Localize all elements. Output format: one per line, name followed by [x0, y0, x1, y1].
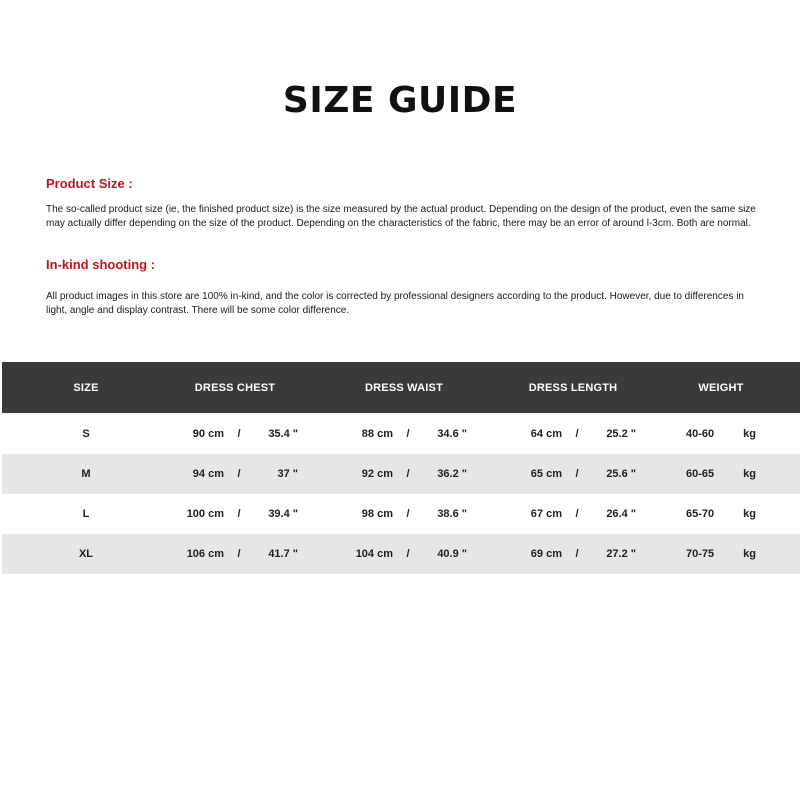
waist-inch: 36.2 " — [437, 468, 467, 480]
chest-inch: 39.4 " — [268, 508, 298, 520]
product-size-heading: Product Size : — [46, 176, 133, 191]
waist-cm: 92 cm — [361, 468, 393, 480]
table-header — [2, 362, 800, 413]
in-kind-shooting-text: All product images in this store are 100% in-kind, and the color is corrected by professional designers according to the product. However, due to differences in light, angle and display contrast. There will be some color difference. — [46, 291, 744, 316]
unit-separator: / — [406, 468, 410, 480]
length-cell — [493, 534, 653, 574]
size-table — [2, 362, 800, 574]
unit-separator: / — [237, 427, 241, 440]
waist-cm: 88 cm — [361, 427, 393, 440]
length-inch: 27.2 " — [606, 548, 636, 560]
size-cell: M — [81, 468, 91, 480]
weight-unit: kg — [743, 427, 756, 440]
header-dress-chest: DRESS CHEST — [194, 381, 276, 394]
length-cm: 64 cm — [530, 427, 562, 440]
unit-separator: / — [237, 508, 241, 520]
header-dress-length: DRESS LENGTH — [528, 381, 618, 394]
page-title: SIZE GUIDE — [282, 80, 518, 121]
table-body — [2, 413, 800, 574]
product-size-text: The so-called product size (ie, the finished product size) is the size measured by the actual product. Depending on the design of the product, even the same size may actually differ depending on the size of the product. Depending on the characteristics of the fabric, there may be an error of around l-3cm. Both are normal. — [46, 204, 756, 229]
length-cell — [493, 494, 653, 534]
waist-cm: 98 cm — [361, 508, 393, 520]
weight-unit: kg — [743, 548, 756, 560]
size-cell: XL — [78, 548, 94, 560]
waist-inch: 34.6 " — [437, 427, 467, 440]
table-row — [2, 454, 800, 494]
length-inch: 25.2 " — [606, 427, 636, 440]
chest-inch: 41.7 " — [268, 548, 298, 560]
waist-inch: 38.6 " — [437, 508, 467, 520]
weight-cell — [666, 534, 776, 574]
chest-cm: 106 cm — [186, 548, 224, 560]
chest-cm: 100 cm — [186, 508, 224, 520]
unit-separator: / — [237, 468, 241, 480]
chest-cm: 90 cm — [192, 427, 224, 440]
unit-separator: / — [406, 548, 410, 560]
unit-separator: / — [406, 427, 410, 440]
table-row — [2, 413, 800, 454]
weight-value: 60-65 — [686, 468, 715, 480]
length-inch: 26.4 " — [606, 508, 636, 520]
length-cell — [493, 413, 653, 454]
unit-separator: / — [575, 548, 579, 560]
weight-value: 65-70 — [686, 508, 715, 520]
weight-cell — [666, 454, 776, 494]
waist-cm: 104 cm — [355, 548, 393, 560]
length-inch: 25.6 " — [606, 468, 636, 480]
chest-cell — [155, 534, 315, 574]
weight-unit: kg — [743, 468, 756, 480]
header-size: SIZE — [73, 381, 99, 394]
chest-cell — [155, 494, 315, 534]
chest-cell — [155, 413, 315, 454]
length-cell — [493, 454, 653, 494]
waist-cell — [324, 534, 484, 574]
waist-cell — [324, 494, 484, 534]
chest-inch: 37 " — [277, 468, 298, 480]
chest-cell — [155, 454, 315, 494]
unit-separator: / — [237, 548, 241, 560]
size-cell: S — [82, 427, 90, 440]
length-cm: 65 cm — [530, 468, 562, 480]
header-dress-waist: DRESS WAIST — [365, 381, 443, 394]
unit-separator: / — [575, 508, 579, 520]
chest-cm: 94 cm — [192, 468, 224, 480]
unit-separator: / — [575, 427, 579, 440]
weight-value: 40-60 — [686, 427, 715, 440]
waist-inch: 40.9 " — [437, 548, 467, 560]
size-cell: L — [82, 508, 90, 520]
table-row — [2, 494, 800, 534]
weight-value: 70-75 — [686, 548, 715, 560]
header-weight: WEIGHT — [698, 381, 744, 394]
weight-cell — [666, 413, 776, 454]
waist-cell — [324, 454, 484, 494]
unit-separator: / — [575, 468, 579, 480]
waist-cell — [324, 413, 484, 454]
chest-inch: 35.4 " — [268, 427, 298, 440]
table-row — [2, 534, 800, 574]
weight-unit: kg — [743, 508, 756, 520]
unit-separator: / — [406, 508, 410, 520]
length-cm: 69 cm — [530, 548, 562, 560]
weight-cell — [666, 494, 776, 534]
in-kind-shooting-heading: In-kind shooting : — [46, 257, 156, 272]
length-cm: 67 cm — [530, 508, 562, 520]
